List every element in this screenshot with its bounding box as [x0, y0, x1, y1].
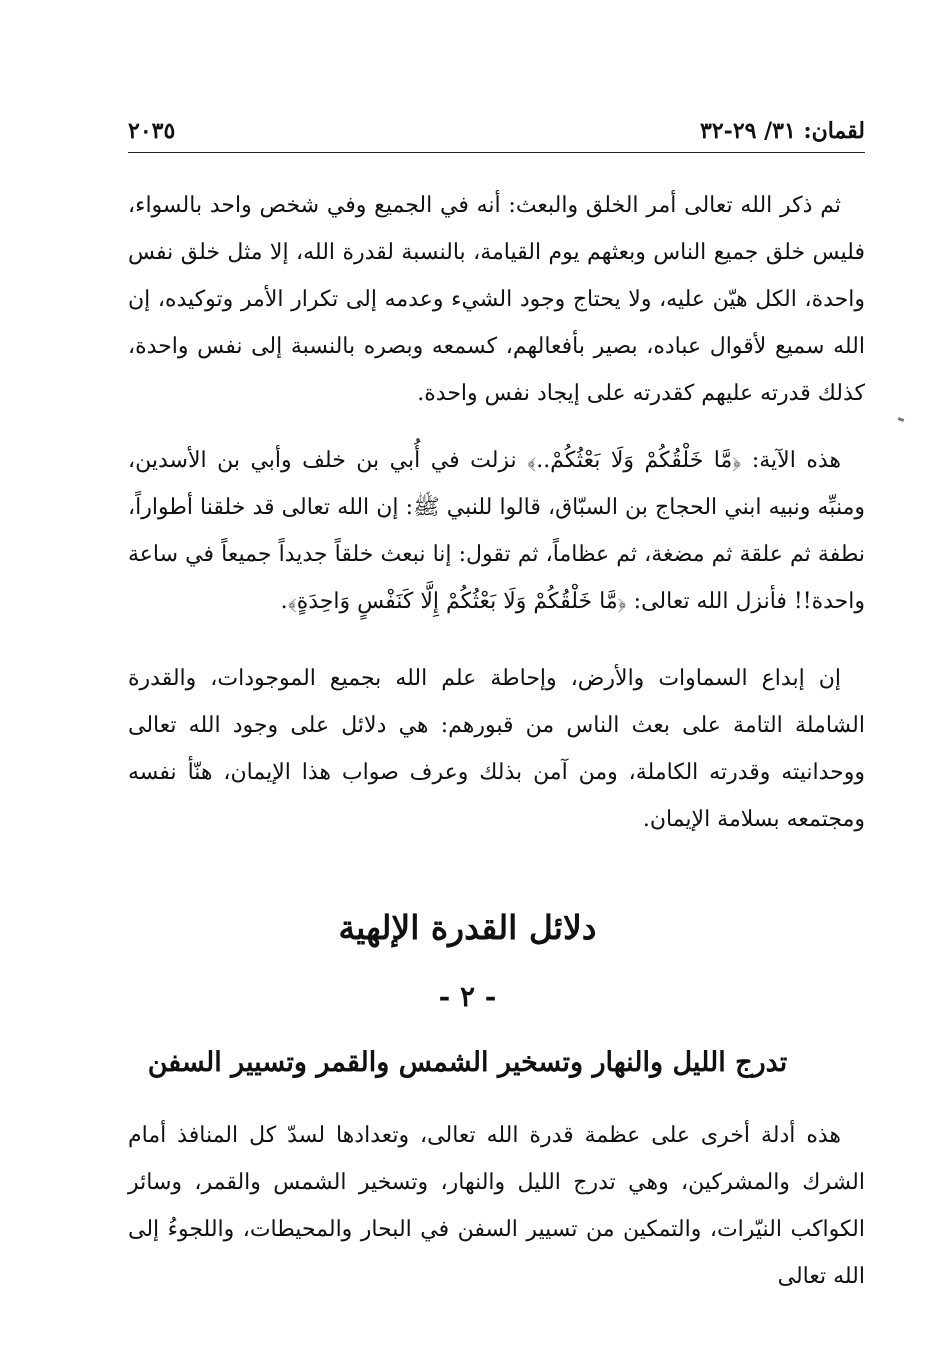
paragraph-resurrection-ease: ثم ذكر الله تعالى أمر الخلق والبعث: أنه في الجميع وفي شخص واحد بالسواء، فليس خلق جميع الناس وبعثهم يوم القيامة، بالنسبة لقدرة الله، إلا مثل خلق نفس واحدة، الكل هيّن عليه، ولا يحتاج وجود الشيء وعدمه إلى تكرار الأمر وتوكيده، إن الله سميع لأقوال عباده، بصير بأفعالهم، كسمعه وبصره بالنسبة إلى نفس واحدة، كذلك قدرته عليهم كقدرته على إيجاد نفس واحدة.: [128, 193, 865, 406]
paragraph-conclusion: إن إبداع السماوات والأرض، وإحاطة علم الله بجميع الموجودات، والقدرة الشاملة التامة على بعث الناس من قبورهم: هي دلائل على وجود الله تعالى ووحدانيته وقدرته الكاملة، ومن آمن بذلك وعرف صواب هذا الإيمان، هنّأ نفسه ومجتمعه بسلامة الإيمان.: [128, 666, 865, 832]
paragraph-revelation-cause: هذه الآية: ﴿مَّا خَلْقُكُمْ وَلَا بَعْثُكُمْ..﴾ نزلت في أُبي بن خلف وأبي بن الأسدين، ومنبِّه ونبيه ابني الحجاج بن السبّاق، قالوا للنبي ﷺ: إن الله تعالى قد خلقنا أطواراً، نطفة ثم علقة ثم مضغة، ثم عظاماً، ثم تقول: إنا نبعث خلقاً جديداً جميعاً في ساعة واحدة!! فأنزل الله تعالى: ﴿مَّا خَلْقُكُمْ وَلَا بَعْثُكُمْ إِلَّا كَنَفْسٍ وَاحِدَةٍ﴾.: [128, 448, 865, 614]
surah-verse-reference: لقمان: ٣١/ ٢٩-٣٢: [700, 118, 865, 144]
running-header: [128, 112, 865, 153]
paragraph-section-intro: هذه أدلة أخرى على عظمة قدرة الله تعالى، وتعدادها لسدّ كل المنافذ أمام الشرك والمشركين، وهي تدرج الليل والنهار، وتسخير الشمس والقمر، وسائر الكواكب النيّرات، والتمكين من تسيير السفن في البحار والمحيطات، واللجوءُ إلى الله تعالى: [128, 1123, 865, 1289]
section-number: - ٢ -: [438, 980, 497, 1013]
section-title: دلائل القدرة الإلهية: [338, 908, 597, 947]
section-subtitle: تدرج الليل والنهار وتسخير الشمس والقمر وتسيير السفن: [147, 1047, 788, 1078]
page-number: ٢٠٣٥: [128, 118, 176, 144]
print-speck: [898, 417, 905, 422]
